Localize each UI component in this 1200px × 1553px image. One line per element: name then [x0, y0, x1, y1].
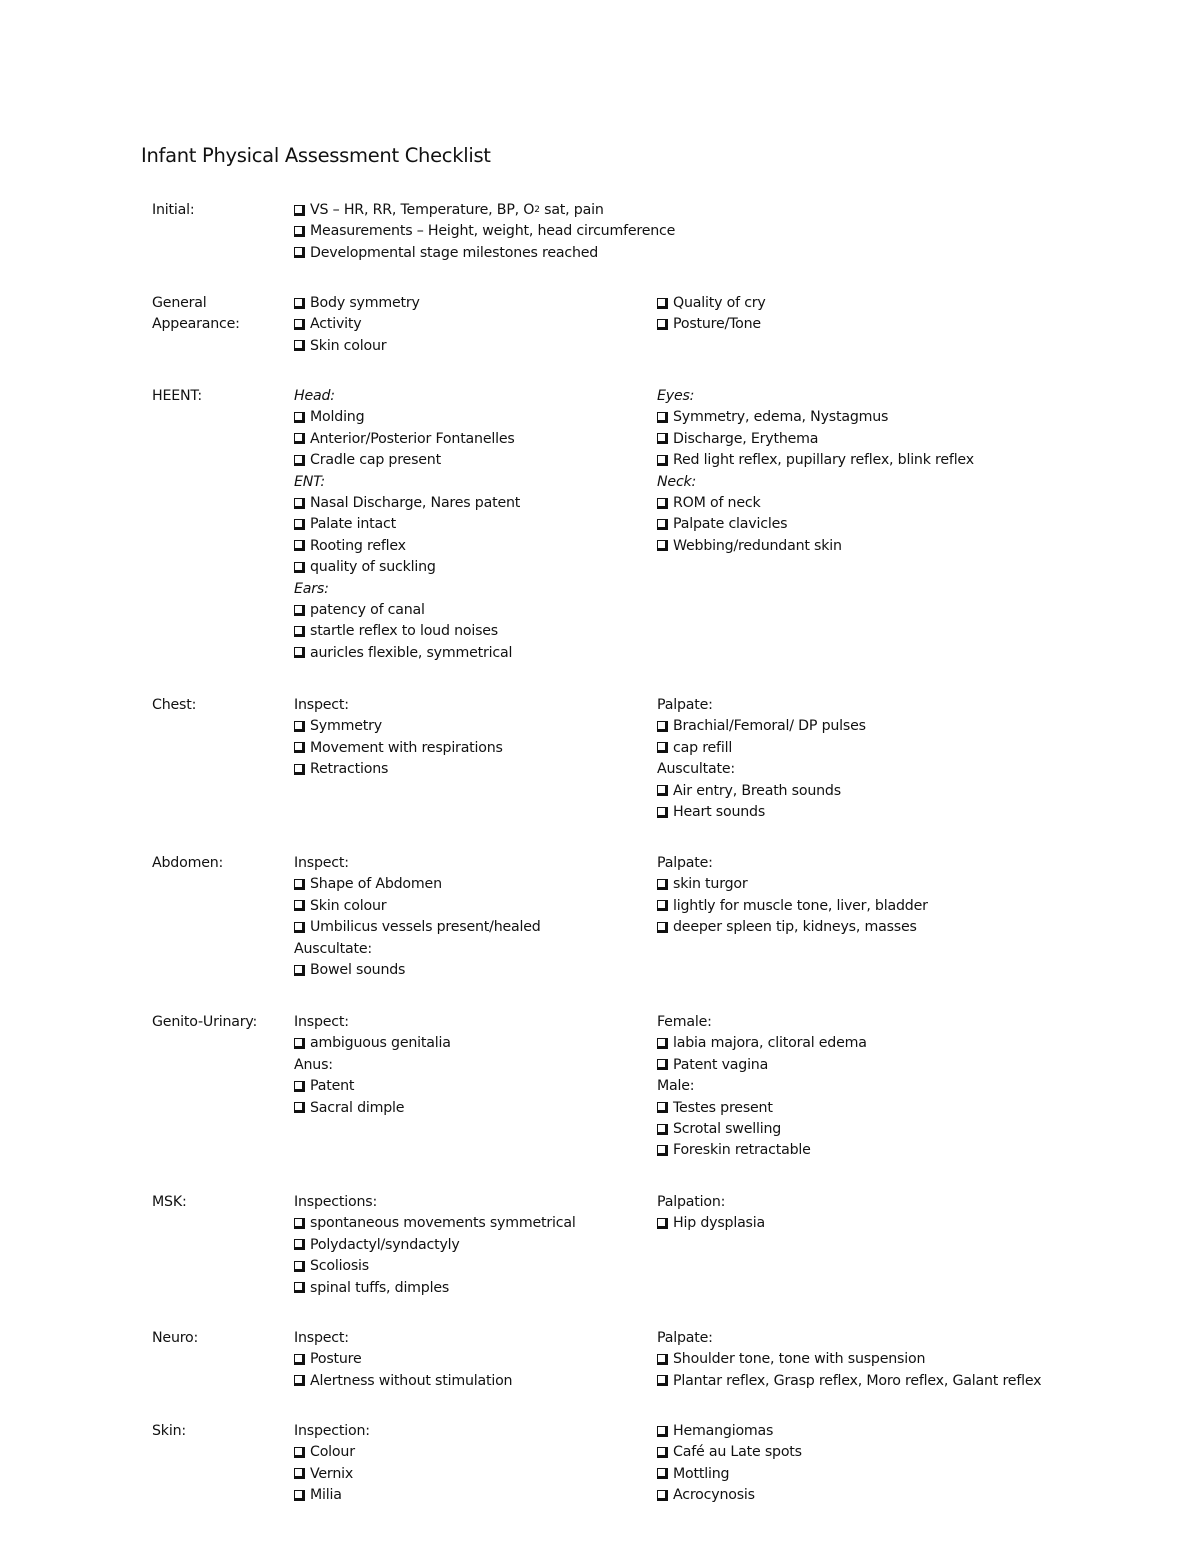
- section-label-abdomen: Abdomen:: [152, 855, 224, 871]
- checklist-item-label: Posture/Tone: [673, 316, 761, 333]
- checkbox-icon[interactable]: [294, 1468, 305, 1479]
- checkbox-icon[interactable]: [294, 742, 305, 753]
- checkbox-icon[interactable]: [657, 519, 668, 530]
- checkbox-icon[interactable]: [294, 433, 305, 444]
- subheading-ears: Ears:: [294, 580, 329, 597]
- checkbox-icon[interactable]: [657, 298, 668, 309]
- checklist-item-label: Umbilicus vessels present/healed: [310, 919, 541, 936]
- checkbox-icon[interactable]: [294, 1354, 305, 1365]
- checklist-item-label: startle reflex to loud noises: [310, 623, 499, 640]
- o2-subscript: 2: [534, 205, 540, 215]
- section-label-heent: HEENT:: [152, 388, 202, 404]
- subheading-inspect: Inspect:: [294, 1014, 349, 1030]
- checklist-item-label: patency of canal: [310, 602, 425, 618]
- checklist-item[interactable]: [294, 717, 382, 735]
- checkbox-icon[interactable]: [294, 626, 305, 637]
- checklist-item[interactable]: [294, 315, 361, 333]
- subheading-inspect: Inspect:: [294, 1330, 349, 1346]
- document-title: Infant Physical Assessment Checklist: [141, 144, 491, 167]
- checkbox-icon[interactable]: [294, 412, 305, 423]
- checklist-item[interactable]: [294, 601, 425, 619]
- checkbox-icon[interactable]: [294, 519, 305, 530]
- checklist-item-label: Patent vagina: [673, 1056, 769, 1073]
- subheading-female: Female:: [657, 1014, 712, 1030]
- checklist-item-label: Shape of Abdomen: [310, 876, 442, 893]
- checklist-item[interactable]: [657, 1486, 755, 1504]
- checklist-item-label: Plantar reflex, Grasp reflex, Moro reflex, Galant reflex: [673, 1372, 1042, 1389]
- checkbox-icon[interactable]: [294, 319, 305, 330]
- checklist-item[interactable]: [294, 739, 503, 757]
- checklist-item[interactable]: [294, 961, 405, 979]
- checklist-item[interactable]: [294, 430, 515, 448]
- checklist-item[interactable]: [294, 1099, 404, 1117]
- checklist-item[interactable]: [657, 1214, 765, 1232]
- section-label-appearance: Appearance:: [152, 316, 240, 332]
- checklist-item-label: Milia: [310, 1487, 342, 1504]
- checklist-item[interactable]: [294, 1486, 342, 1504]
- subheading-palpate: Palpate:: [657, 697, 713, 713]
- checklist-item-label: Measurements – Height, weight, head circumference: [310, 223, 676, 240]
- checkbox-icon[interactable]: [294, 764, 305, 775]
- checklist-item-label: Shoulder tone, tone with suspension: [673, 1351, 926, 1368]
- checklist-item[interactable]: [657, 1099, 773, 1117]
- section-label-msk: MSK:: [152, 1194, 187, 1210]
- checkbox-icon[interactable]: [294, 1239, 305, 1250]
- checkbox-icon[interactable]: [657, 900, 668, 911]
- checkbox-icon[interactable]: [294, 1490, 305, 1501]
- checkbox-icon[interactable]: [657, 879, 668, 890]
- checkbox-icon[interactable]: [657, 922, 668, 933]
- checklist-item[interactable]: [294, 1350, 362, 1368]
- checkbox-icon[interactable]: [657, 319, 668, 330]
- checklist-item[interactable]: [657, 739, 732, 757]
- checkbox-icon[interactable]: [294, 340, 305, 351]
- checklist-item[interactable]: [657, 918, 917, 936]
- checklist-item-label: lightly for muscle tone, liver, bladder: [673, 897, 928, 914]
- checkbox-icon[interactable]: [657, 1038, 668, 1049]
- checklist-item[interactable]: [657, 1465, 729, 1483]
- subheading-palpate: Palpate:: [657, 855, 713, 871]
- checklist-item[interactable]: [657, 1372, 1041, 1390]
- checklist-item-label: Patent: [310, 1078, 355, 1095]
- checkbox-icon[interactable]: [657, 1218, 668, 1229]
- checklist-item[interactable]: [657, 537, 842, 555]
- checklist-item-label: cap refill: [673, 739, 733, 756]
- checklist-item-label: Discharge, Erythema: [673, 430, 819, 447]
- checklist-item[interactable]: [294, 875, 442, 893]
- checklist-item-label: Cradle cap present: [310, 452, 441, 469]
- checklist-item[interactable]: [657, 1422, 773, 1440]
- checklist-item-label: labia majora, clitoral edema: [673, 1035, 867, 1052]
- checklist-item-label: Symmetry: [310, 718, 382, 735]
- subheading-anus: Anus:: [294, 1056, 333, 1073]
- checklist-item-label: Movement with respirations: [310, 739, 503, 756]
- checklist-item[interactable]: [294, 918, 541, 936]
- checklist-item[interactable]: [657, 897, 928, 915]
- checklist-item[interactable]: [657, 494, 761, 512]
- checklist-item-label: Heart sounds: [673, 804, 766, 820]
- subheading-auscultate: Auscultate:: [294, 940, 372, 957]
- checklist-item-label: ambiguous genitalia: [310, 1035, 451, 1052]
- checklist-item[interactable]: [294, 515, 396, 533]
- checklist-item[interactable]: [657, 294, 766, 312]
- checklist-item[interactable]: [657, 451, 974, 469]
- checklist-item-label: Symmetry, edema, Nystagmus: [673, 409, 889, 426]
- checklist-item-label: Skin colour: [310, 897, 387, 914]
- checklist-item-label: Polydactyl/syndactyly: [310, 1236, 460, 1253]
- checkbox-icon[interactable]: [294, 226, 305, 237]
- checklist-item[interactable]: [294, 201, 604, 219]
- checkbox-icon[interactable]: [294, 540, 305, 551]
- subheading-inspect: Inspect:: [294, 855, 349, 871]
- checklist-item-label: Nasal Discharge, Nares patent: [310, 495, 521, 511]
- checkbox-icon[interactable]: [294, 562, 305, 573]
- subheading-male: Male:: [657, 1078, 695, 1095]
- checklist-item-label: Palate intact: [310, 516, 397, 533]
- checkbox-icon[interactable]: [657, 1468, 668, 1479]
- checkbox-icon[interactable]: [294, 1261, 305, 1272]
- checkbox-icon[interactable]: [657, 1375, 668, 1386]
- subheading-ent: ENT:: [294, 473, 325, 490]
- checkbox-icon[interactable]: [294, 721, 305, 732]
- subheading-palpation: Palpation:: [657, 1194, 726, 1210]
- vs-tail-text: sat, pain: [539, 202, 604, 218]
- checkbox-icon[interactable]: [294, 879, 305, 890]
- checklist-item[interactable]: [657, 408, 888, 426]
- checklist-item[interactable]: [657, 1120, 781, 1138]
- checkbox-icon[interactable]: [294, 455, 305, 466]
- checkbox-icon[interactable]: [657, 455, 668, 466]
- checkbox-icon[interactable]: [657, 1426, 668, 1437]
- checklist-item[interactable]: [294, 408, 364, 426]
- checkbox-icon[interactable]: [657, 721, 668, 732]
- checkbox-icon[interactable]: [657, 1145, 668, 1156]
- subheading-neck: Neck:: [657, 473, 697, 490]
- checklist-item[interactable]: [294, 760, 388, 778]
- checklist-item[interactable]: [657, 430, 818, 448]
- checklist-item-label: Acrocynosis: [673, 1487, 755, 1504]
- checklist-item-label: Scrotal swelling: [673, 1121, 782, 1137]
- checklist-item[interactable]: [294, 897, 386, 915]
- checklist-item[interactable]: [294, 537, 406, 555]
- checklist-item[interactable]: [657, 315, 761, 333]
- checklist-item-label: Air entry, Breath sounds: [673, 782, 841, 799]
- checklist-item-label: ROM of neck: [673, 495, 761, 511]
- checklist-item-label: Molding: [310, 409, 365, 426]
- checklist-item-label: Brachial/Femoral/ DP pulses: [673, 718, 866, 735]
- checkbox-icon[interactable]: [657, 1354, 668, 1365]
- checkbox-icon[interactable]: [657, 1490, 668, 1501]
- checkbox-icon[interactable]: [294, 1447, 305, 1458]
- checklist-item[interactable]: [294, 451, 441, 469]
- checklist-item[interactable]: [657, 1034, 867, 1052]
- checklist-item[interactable]: [657, 1056, 768, 1074]
- checklist-item-label: deeper spleen tip, kidneys, masses: [673, 919, 917, 936]
- checklist-item[interactable]: [657, 803, 765, 821]
- checklist-item[interactable]: [657, 782, 841, 800]
- checklist-item[interactable]: [294, 1279, 449, 1297]
- checklist-item[interactable]: [657, 875, 748, 893]
- checklist-item-label: Activity: [310, 316, 362, 333]
- checkbox-icon[interactable]: [657, 433, 668, 444]
- checklist-item[interactable]: [657, 717, 866, 735]
- checkbox-icon[interactable]: [294, 1038, 305, 1049]
- checkbox-icon[interactable]: [657, 540, 668, 551]
- checkbox-icon[interactable]: [294, 965, 305, 976]
- checklist-item-label: Webbing/redundant skin: [673, 537, 842, 554]
- checklist-item[interactable]: [294, 244, 598, 262]
- checklist-item-label: spinal tuffs, dimples: [310, 1279, 450, 1296]
- checklist-item[interactable]: [294, 337, 386, 355]
- checklist-item-label: Café au Late spots: [673, 1444, 802, 1461]
- checklist-item-label: Vernix: [310, 1465, 354, 1482]
- checklist-item-label: spontaneous movements symmetrical: [310, 1215, 576, 1232]
- checklist-item-label: Alertness without stimulation: [310, 1372, 513, 1389]
- checklist-item[interactable]: [294, 1214, 576, 1232]
- checkbox-icon[interactable]: [657, 1124, 668, 1135]
- checklist-item[interactable]: [294, 222, 675, 240]
- subheading-auscultate: Auscultate:: [657, 761, 735, 778]
- checklist-item[interactable]: [294, 1443, 355, 1461]
- checkbox-icon[interactable]: [294, 298, 305, 309]
- checkbox-icon[interactable]: [657, 498, 668, 509]
- checklist-item[interactable]: [294, 1372, 512, 1390]
- checklist-item[interactable]: [294, 1236, 460, 1254]
- subheading-inspections: Inspections:: [294, 1194, 378, 1210]
- checkbox-icon[interactable]: [657, 1059, 668, 1070]
- checklist-item-label: Anterior/Posterior Fontanelles: [310, 430, 515, 447]
- checkbox-icon[interactable]: [294, 247, 305, 258]
- checklist-item[interactable]: [294, 644, 512, 662]
- checkbox-icon[interactable]: [657, 1102, 668, 1113]
- checklist-item-label: VS – HR, RR, Temperature, BP, O: [310, 202, 535, 218]
- checkbox-icon[interactable]: [294, 900, 305, 911]
- checkbox-icon[interactable]: [657, 1447, 668, 1458]
- section-label-general: General: [152, 295, 207, 311]
- checkbox-icon[interactable]: [294, 205, 305, 216]
- checkbox-icon[interactable]: [294, 498, 305, 509]
- section-label-skin: Skin:: [152, 1423, 186, 1439]
- checkbox-icon[interactable]: [657, 785, 668, 796]
- checkbox-icon[interactable]: [294, 605, 305, 616]
- checkbox-icon[interactable]: [294, 1102, 305, 1113]
- section-label-neuro: Neuro:: [152, 1330, 199, 1346]
- checklist-item[interactable]: [294, 622, 498, 640]
- checklist-item[interactable]: [294, 294, 420, 312]
- checklist-item[interactable]: [657, 1141, 811, 1159]
- checklist-item[interactable]: [294, 1257, 369, 1275]
- checklist-item-label: Sacral dimple: [310, 1099, 405, 1116]
- subheading-inspect: Inspect:: [294, 697, 349, 713]
- checkbox-icon[interactable]: [294, 1081, 305, 1092]
- section-label-genito-urinary: Genito-Urinary:: [152, 1014, 258, 1030]
- checklist-item-label: quality of suckling: [310, 559, 436, 576]
- checklist-item-label: Skin colour: [310, 337, 387, 354]
- checklist-item-label: Red light reflex, pupillary reflex, blink reflex: [673, 452, 974, 469]
- checklist-item-label: skin turgor: [673, 876, 748, 893]
- checklist-item[interactable]: [294, 1465, 353, 1483]
- checklist-item-label: Quality of cry: [673, 295, 766, 311]
- checklist-item-label: Palpate clavicles: [673, 516, 788, 533]
- checklist-item-label: Rooting reflex: [310, 537, 406, 554]
- checkbox-icon[interactable]: [657, 742, 668, 753]
- checklist-item-label: Hemangiomas: [673, 1423, 774, 1439]
- checklist-item-label: Mottling: [673, 1465, 730, 1482]
- subheading-head: Head:: [294, 388, 335, 404]
- checklist-item-label: Body symmetry: [310, 295, 420, 311]
- section-label-initial: Initial:: [152, 202, 195, 218]
- section-label-chest: Chest:: [152, 697, 197, 713]
- subheading-eyes: Eyes:: [657, 388, 695, 404]
- subheading-palpate: Palpate:: [657, 1330, 713, 1346]
- checkbox-icon[interactable]: [294, 1375, 305, 1386]
- checkbox-icon[interactable]: [657, 807, 668, 818]
- subheading-inspection: Inspection:: [294, 1423, 370, 1439]
- checklist-item[interactable]: [294, 494, 520, 512]
- checklist-item[interactable]: [294, 1034, 451, 1052]
- checklist-item-label: Posture: [310, 1351, 362, 1368]
- checklist-item-label: Colour: [310, 1444, 355, 1461]
- checklist-item[interactable]: [657, 1443, 802, 1461]
- checklist-item[interactable]: [294, 1077, 354, 1095]
- checklist-item-label: Scoliosis: [310, 1258, 369, 1275]
- checkbox-icon[interactable]: [294, 1218, 305, 1229]
- checklist-item[interactable]: [657, 1350, 925, 1368]
- checklist-item[interactable]: [294, 558, 436, 576]
- checklist-item-label: Foreskin retractable: [673, 1142, 811, 1159]
- checklist-item-label: Testes present: [673, 1099, 773, 1116]
- checkbox-icon[interactable]: [657, 412, 668, 423]
- checkbox-icon[interactable]: [294, 1282, 305, 1293]
- checklist-item-label: Bowel sounds: [310, 962, 406, 978]
- checkbox-icon[interactable]: [294, 922, 305, 933]
- checkbox-icon[interactable]: [294, 647, 305, 658]
- checklist-item[interactable]: [657, 515, 787, 533]
- checklist-item-label: Developmental stage milestones reached: [310, 244, 599, 261]
- checklist-item-label: auricles flexible, symmetrical: [310, 644, 513, 661]
- checklist-item-label: Retractions: [310, 761, 389, 778]
- checklist-item-label: Hip dysplasia: [673, 1215, 765, 1232]
